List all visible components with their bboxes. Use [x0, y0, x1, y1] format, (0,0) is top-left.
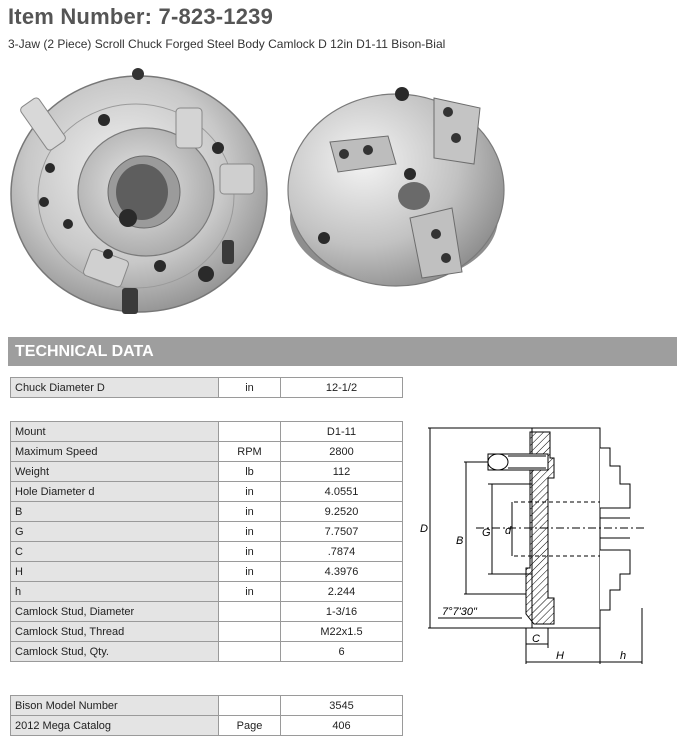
spec-unit	[219, 602, 281, 622]
spec-unit	[219, 622, 281, 642]
label-angle: 7°7'30"	[442, 606, 477, 618]
spec-unit: Page	[219, 716, 281, 736]
technical-data-header: TECHNICAL DATA	[8, 337, 677, 366]
spec-value: 3545	[281, 696, 403, 716]
spec-row	[11, 378, 403, 398]
label-h-upper: H	[556, 650, 564, 662]
spec-label: Hole Diameter d	[11, 482, 219, 502]
spec-row	[11, 482, 403, 502]
spec-unit	[219, 642, 281, 662]
spec-label: Chuck Diameter D	[11, 378, 219, 398]
spec-value: 12-1/2	[281, 378, 403, 398]
spec-label: Camlock Stud, Diameter	[11, 602, 219, 622]
spec-row	[11, 642, 403, 662]
spec-row	[11, 582, 403, 602]
spec-value: .7874	[281, 542, 403, 562]
spec-label: Maximum Speed	[11, 442, 219, 462]
spec-value: 4.3976	[281, 562, 403, 582]
label-c: C	[532, 633, 540, 645]
chuck-back-photo	[8, 64, 270, 316]
spec-label: h	[11, 582, 219, 602]
spec-unit: in	[219, 378, 281, 398]
spec-label: H	[11, 562, 219, 582]
spec-value: 112	[281, 462, 403, 482]
spec-value: D1-11	[281, 422, 403, 442]
spec-unit: in	[219, 482, 281, 502]
spec-value: M22x1.5	[281, 622, 403, 642]
spec-row	[11, 562, 403, 582]
spec-label: 2012 Mega Catalog	[11, 716, 219, 736]
label-g: G	[482, 527, 491, 539]
chuck-dimension-drawing	[416, 418, 672, 674]
label-d-bore: d	[505, 525, 512, 537]
spec-value: 9.2520	[281, 502, 403, 522]
spec-value: 2800	[281, 442, 403, 462]
label-d-outer: D	[420, 523, 428, 535]
spec-value: 1-3/16	[281, 602, 403, 622]
spec-unit: in	[219, 542, 281, 562]
spec-value: 4.0551	[281, 482, 403, 502]
item-number-title: Item Number: 7-823-1239	[8, 4, 274, 29]
spec-unit	[219, 422, 281, 442]
label-h-lower: h	[620, 650, 627, 662]
spec-label: B	[11, 502, 219, 522]
spec-label: C	[11, 542, 219, 562]
spec-unit: in	[219, 562, 281, 582]
spec-value: 7.7507	[281, 522, 403, 542]
spec-value: 6	[281, 642, 403, 662]
primary-spec-table	[10, 377, 403, 398]
label-b: B	[456, 535, 464, 547]
spec-value: 2.244	[281, 582, 403, 602]
spec-label: G	[11, 522, 219, 542]
spec-row	[11, 602, 403, 622]
spec-row	[11, 696, 403, 716]
product-description: 3-Jaw (2 Piece) Scroll Chuck Forged Steel Body Camlock D 12in D1-11 Bison-Bial	[8, 37, 446, 51]
spec-label: Camlock Stud, Qty.	[11, 642, 219, 662]
spec-label: Camlock Stud, Thread	[11, 622, 219, 642]
spec-unit	[219, 696, 281, 716]
spec-value: 406	[281, 716, 403, 736]
spec-row	[11, 462, 403, 482]
spec-row	[11, 422, 403, 442]
spec-row	[11, 522, 403, 542]
catalog-table	[10, 695, 403, 736]
spec-row	[11, 622, 403, 642]
spec-row	[11, 502, 403, 522]
spec-row	[11, 442, 403, 462]
spec-unit: RPM	[219, 442, 281, 462]
spec-row	[11, 716, 403, 736]
spec-label: Weight	[11, 462, 219, 482]
spec-unit: lb	[219, 462, 281, 482]
spec-label: Mount	[11, 422, 219, 442]
spec-table	[10, 421, 403, 662]
spec-label: Bison Model Number	[11, 696, 219, 716]
spec-unit: in	[219, 502, 281, 522]
chuck-front-photo	[284, 68, 510, 294]
spec-row	[11, 542, 403, 562]
spec-unit: in	[219, 582, 281, 602]
spec-unit: in	[219, 522, 281, 542]
